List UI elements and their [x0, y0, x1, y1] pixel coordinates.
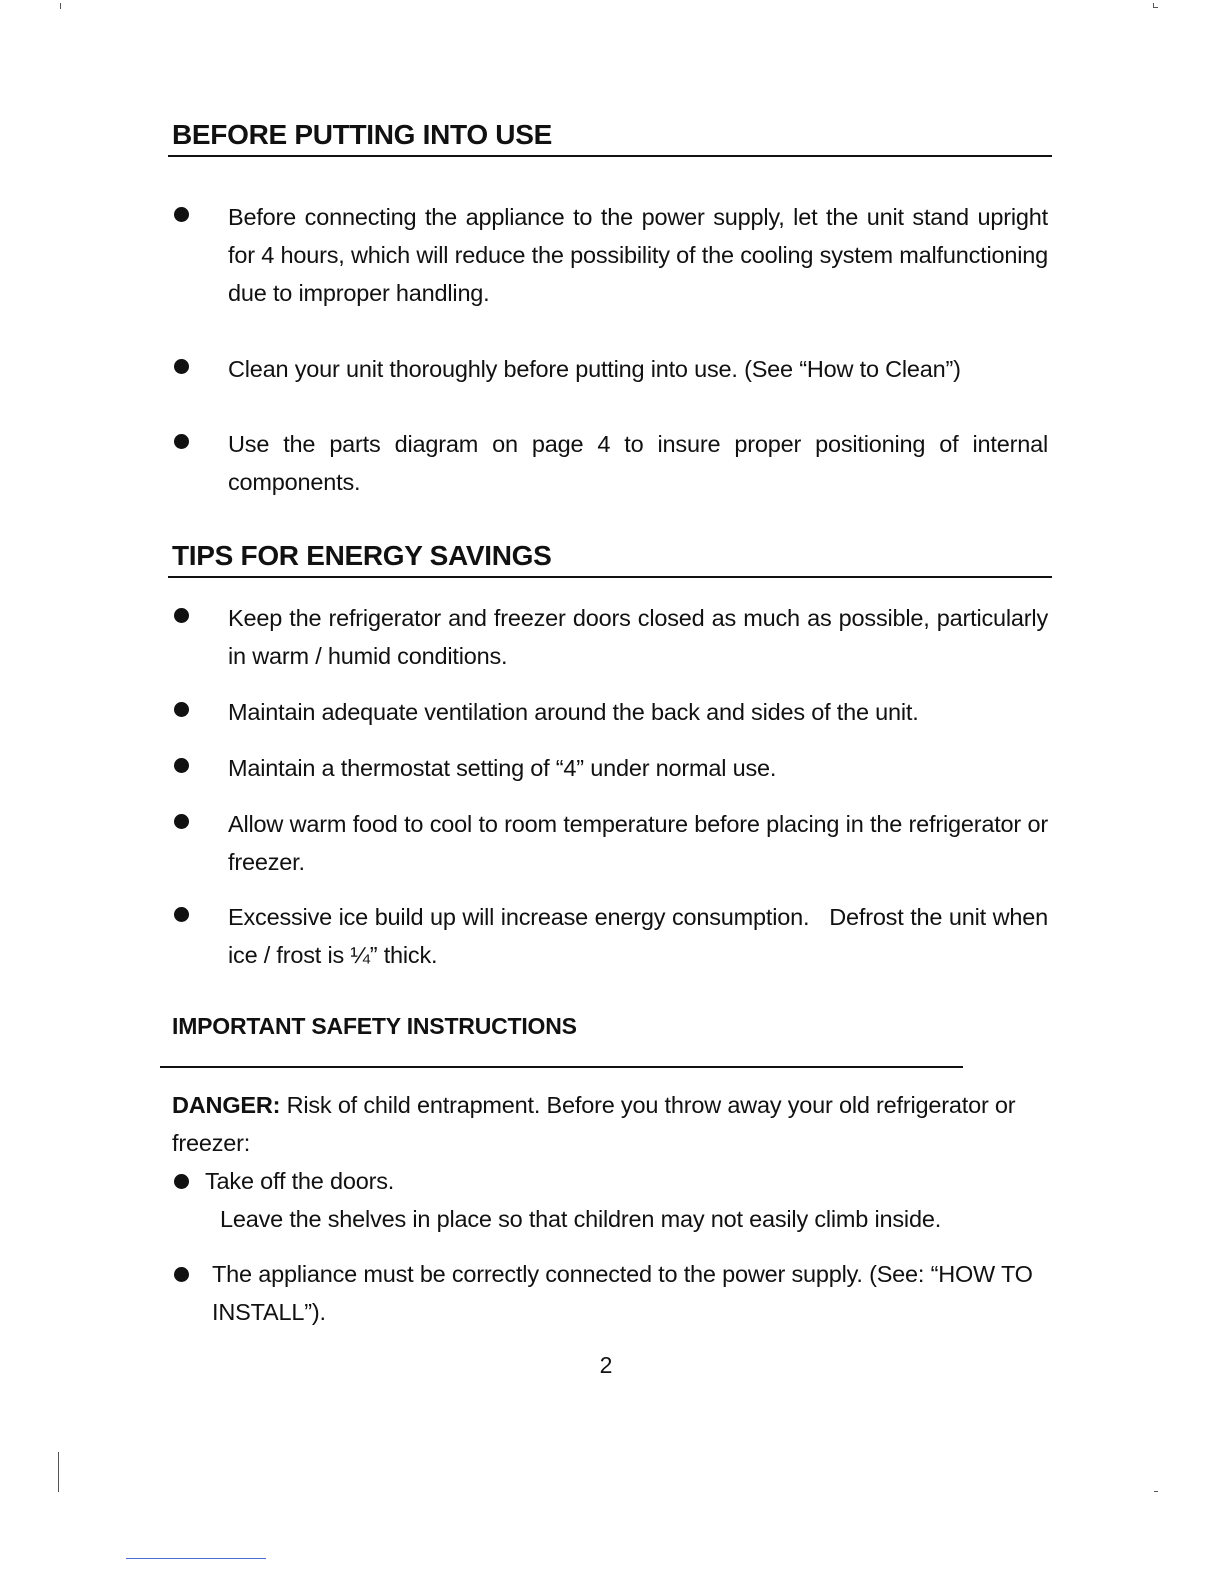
safety-rule	[160, 1066, 963, 1068]
before-use-item	[172, 198, 1050, 312]
safety-item-text: The appliance must be correctly connected to the power supply. (See: “HOW TO INSTALL”).	[212, 1261, 1033, 1325]
energy-tip-text: Allow warm food to cool to room temperature before placing in the refrigerator or freezer.	[228, 811, 1048, 875]
scan-mark-left-edge	[58, 1452, 59, 1492]
energy-tip-item	[172, 693, 1050, 731]
bullet-icon	[174, 907, 189, 922]
scan-mark-bottom-right	[1154, 1491, 1158, 1492]
before-use-item-text: Use the parts diagram on page 4 to insure proper positioning of internal components.	[228, 431, 1048, 495]
bullet-icon	[174, 434, 189, 449]
energy-tips-heading: TIPS FOR ENERGY SAVINGS	[172, 540, 552, 571]
energy-tip-item	[172, 749, 1050, 787]
bullet-icon	[174, 1174, 189, 1189]
energy-tip-text: Excessive ice build up will increase energy consumption. Defrost the unit when ice / frost is ¼” thick.	[228, 904, 1055, 968]
scan-mark-top-left	[60, 3, 61, 9]
bottom-underline	[126, 1558, 266, 1559]
page-number: 2	[599, 1352, 613, 1378]
bullet-icon	[174, 814, 189, 829]
energy-tip-text: Keep the refrigerator and freezer doors closed as much as possible, particularly in warm / humid conditions.	[228, 605, 1048, 669]
before-use-item	[172, 350, 1050, 388]
energy-tip-item	[172, 898, 1055, 974]
before-use-item-text: Before connecting the appliance to the power supply, let the unit stand upright for 4 hours, which will reduce the possibility of the cooling system malfunctioning due to improper handling.	[228, 204, 1048, 306]
safety-item-line: Leave the shelves in place so that children may not easily climb inside.	[220, 1206, 942, 1232]
safety-heading: IMPORTANT SAFETY INSTRUCTIONS	[172, 1013, 577, 1039]
energy-tip-text: Maintain adequate ventilation around the back and sides of the unit.	[228, 699, 919, 725]
energy-tip-item	[172, 805, 1050, 881]
bullet-icon	[174, 702, 189, 717]
danger-paragraph	[172, 1086, 1050, 1162]
before-use-item	[172, 425, 1050, 501]
bullet-icon	[174, 207, 189, 222]
bullet-icon	[174, 608, 189, 623]
danger-label: DANGER:	[172, 1092, 281, 1118]
safety-item	[172, 1162, 1050, 1238]
safety-item-line: Take off the doors.	[205, 1168, 395, 1194]
bullet-icon	[174, 758, 189, 773]
before-use-heading: BEFORE PUTTING INTO USE	[172, 119, 552, 150]
bullet-icon	[174, 1267, 189, 1282]
energy-tips-rule	[168, 576, 1052, 578]
bullet-icon	[174, 359, 189, 374]
safety-item	[172, 1255, 1050, 1331]
danger-text: Risk of child entrapment. Before you throw away your old refrigerator or freezer:	[172, 1092, 1016, 1156]
energy-tip-item	[172, 599, 1050, 675]
before-use-item-text: Clean your unit thoroughly before putting into use. (See “How to Clean”)	[228, 356, 961, 382]
before-use-rule	[168, 155, 1052, 157]
scan-mark-top-right-tick	[1153, 7, 1158, 8]
energy-tip-text: Maintain a thermostat setting of “4” under normal use.	[228, 755, 777, 781]
